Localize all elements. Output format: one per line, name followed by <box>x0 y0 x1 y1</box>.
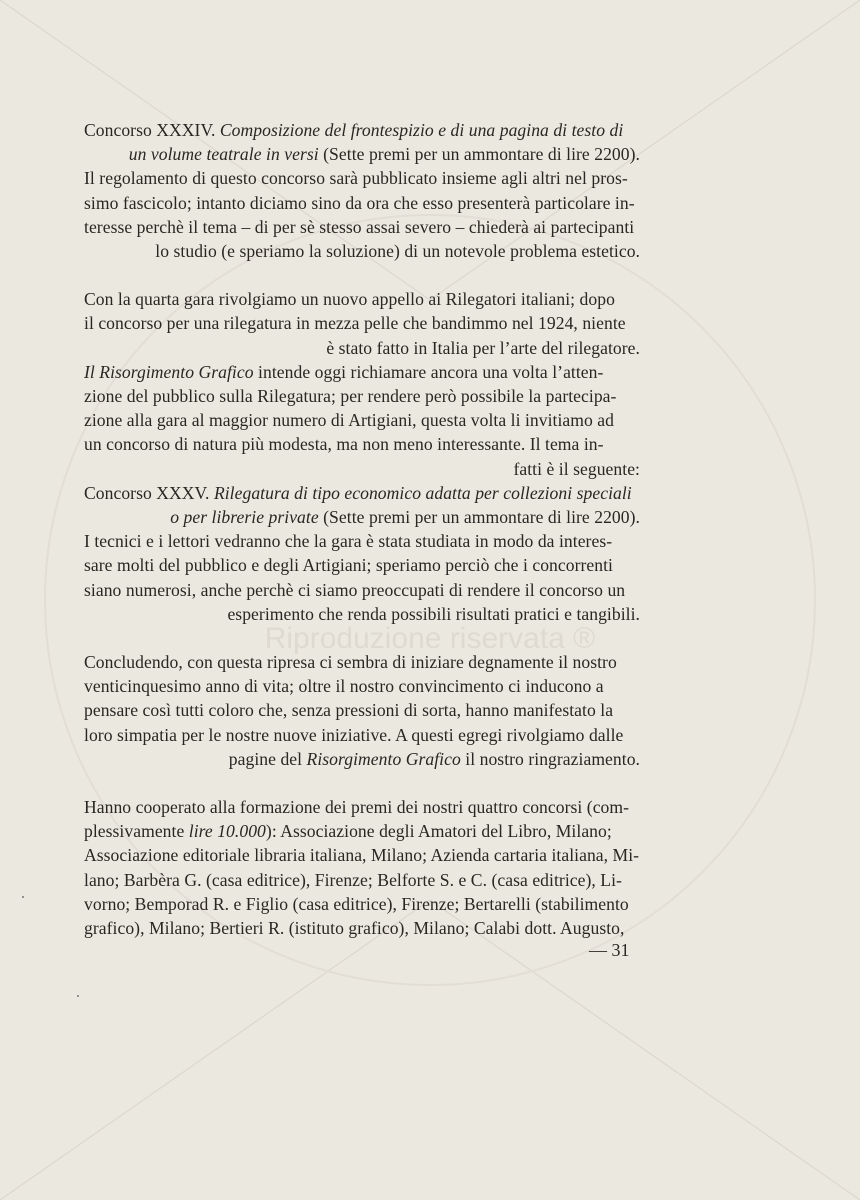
text-line <box>84 578 640 602</box>
text-run: è stato fatto in Italia per l’arte del rilegatore. <box>326 337 640 358</box>
text-line <box>84 311 640 335</box>
text-run: Concorso XXXIV. <box>84 120 220 140</box>
text-line <box>84 553 640 577</box>
paragraph-gap <box>84 626 640 650</box>
text-line <box>84 166 640 190</box>
text-run: il nostro ringraziamento. <box>460 748 640 769</box>
fold-line-bottom-left <box>0 900 430 1200</box>
text-line <box>84 650 640 674</box>
text-line <box>84 602 640 626</box>
italic-text: Il Risorgimento Grafico <box>84 361 254 382</box>
text-run: siano numerosi, anche perchè ci siamo preoccupati di rendere il concorso un <box>84 579 626 600</box>
text-run: un concorso di natura più modesta, ma non meno interessante. Il tema in- <box>84 434 604 455</box>
paragraph-gap <box>84 263 640 287</box>
text-run: loro simpatia per le nostre nuove iniziative. A questi egregi rivolgiamo dalle <box>84 724 624 745</box>
italic-text: un volume teatrale in versi <box>128 144 319 165</box>
text-run: (Sette premi per un ammontare di lire 2200). <box>318 507 640 528</box>
text-line <box>84 698 640 722</box>
paragraph <box>84 118 640 263</box>
text-run: zione alla gara al maggior numero di Artigiani, questa volta li invitiamo ad <box>84 410 614 431</box>
text-line <box>84 481 640 505</box>
text-line <box>84 287 640 311</box>
text-run: ): Associazione degli Amatori del Libro, Milano; <box>265 821 612 842</box>
text-line <box>84 892 640 916</box>
paragraph <box>84 650 640 771</box>
text-line <box>84 142 640 166</box>
paragraph <box>84 795 640 940</box>
text-line <box>84 916 640 940</box>
italic-text: Risorgimento Grafico <box>306 748 461 769</box>
text-run: sare molti del pubblico e degli Artigiani; speriamo perciò che i concorrenti <box>84 555 613 576</box>
text-line <box>84 239 640 263</box>
text-line <box>84 723 640 747</box>
text-line <box>84 868 640 892</box>
text-run: plessivamente <box>84 821 189 842</box>
text-line <box>84 529 640 553</box>
text-line <box>84 336 640 360</box>
paragraph <box>84 287 640 626</box>
text-run: Il regolamento di questo concorso sarà pubblicato insieme agli altri nel pros- <box>84 168 628 189</box>
text-run: Concorso XXXV. <box>84 482 214 503</box>
body-text <box>84 118 640 940</box>
text-run: pensare così tutti coloro che, senza pressioni di sorta, hanno manifestato la <box>84 700 614 721</box>
text-run: lo studio (e speriamo la soluzione) di un notevole problema estetico. <box>155 241 640 262</box>
text-line <box>84 191 640 215</box>
text-run: fatti è il seguente: <box>513 458 640 479</box>
text-line <box>84 360 640 384</box>
italic-text: Composizione del frontespizio e di una pagina di testo di <box>219 120 624 140</box>
text-run: vorno; Bemporad R. e Figlio (casa editrice), Firenze; Bertarelli (stabilimento <box>84 893 629 914</box>
text-line <box>84 843 640 867</box>
text-line <box>84 384 640 408</box>
speck <box>77 995 79 997</box>
watermark-text: Riproduzione riservata ® <box>264 622 596 655</box>
text-run: I tecnici e i lettori vedranno che la gara è stata studiata in modo da interes- <box>84 531 613 552</box>
text-run: il concorso per una rilegatura in mezza pelle che bandimmo nel 1924, niente <box>84 313 626 334</box>
text-run: zione del pubblico sulla Rilegatura; per rendere però possibile la partecipa- <box>84 386 617 407</box>
text-run: grafico), Milano; Bertieri R. (istituto grafico), Milano; Calabi dott. Augusto, <box>84 918 625 939</box>
text-line <box>84 118 640 142</box>
page-number: — 31 <box>589 940 630 960</box>
text-line <box>84 408 640 432</box>
text-line <box>84 215 640 239</box>
italic-text: o per librerie private <box>170 507 319 528</box>
text-run: (Sette premi per un ammontare di lire 2200). <box>318 144 640 165</box>
text-line <box>84 819 640 843</box>
text-line <box>84 795 640 819</box>
italic-text: Rilegatura di tipo economico adatta per collezioni speciali <box>213 482 632 503</box>
text-line <box>84 457 640 481</box>
text-run: esperimento che renda possibili risultati pratici e tangibili. <box>227 603 640 624</box>
text-run: Hanno cooperato alla formazione dei premi dei nostri quattro concorsi (com- <box>84 797 630 818</box>
text-run: Con la quarta gara rivolgiamo un nuovo appello ai Rilegatori italiani; dopo <box>84 289 615 310</box>
text-run: simo fascicolo; intanto diciamo sino da ora che esso presenterà particolare in- <box>84 192 635 213</box>
fold-line-bottom-right <box>430 900 860 1200</box>
text-run: teresse perchè il tema – di per sè stesso assai severo – chiederà ai partecipanti <box>84 216 635 237</box>
text-line <box>84 432 640 456</box>
text-line <box>84 747 640 771</box>
text-line <box>84 505 640 529</box>
text-run: Associazione editoriale libraria italiana, Milano; Azienda cartaria italiana, Mi- <box>84 845 640 866</box>
paragraph-gap <box>84 771 640 795</box>
text-run: pagine del <box>228 748 307 769</box>
speck <box>22 896 24 898</box>
text-run: intende oggi richiamare ancora una volta l’atten- <box>253 361 604 382</box>
text-run: venticinquesimo anno di vita; oltre il nostro convincimento ci inducono a <box>84 676 604 697</box>
italic-text: lire 10.000 <box>188 821 266 842</box>
text-line <box>84 674 640 698</box>
text-run: lano; Barbèra G. (casa editrice), Firenze; Belforte S. e C. (casa editrice), Li- <box>84 869 622 890</box>
text-run: Concludendo, con questa ripresa ci sembra di iniziare degnamente il nostro <box>84 652 617 673</box>
